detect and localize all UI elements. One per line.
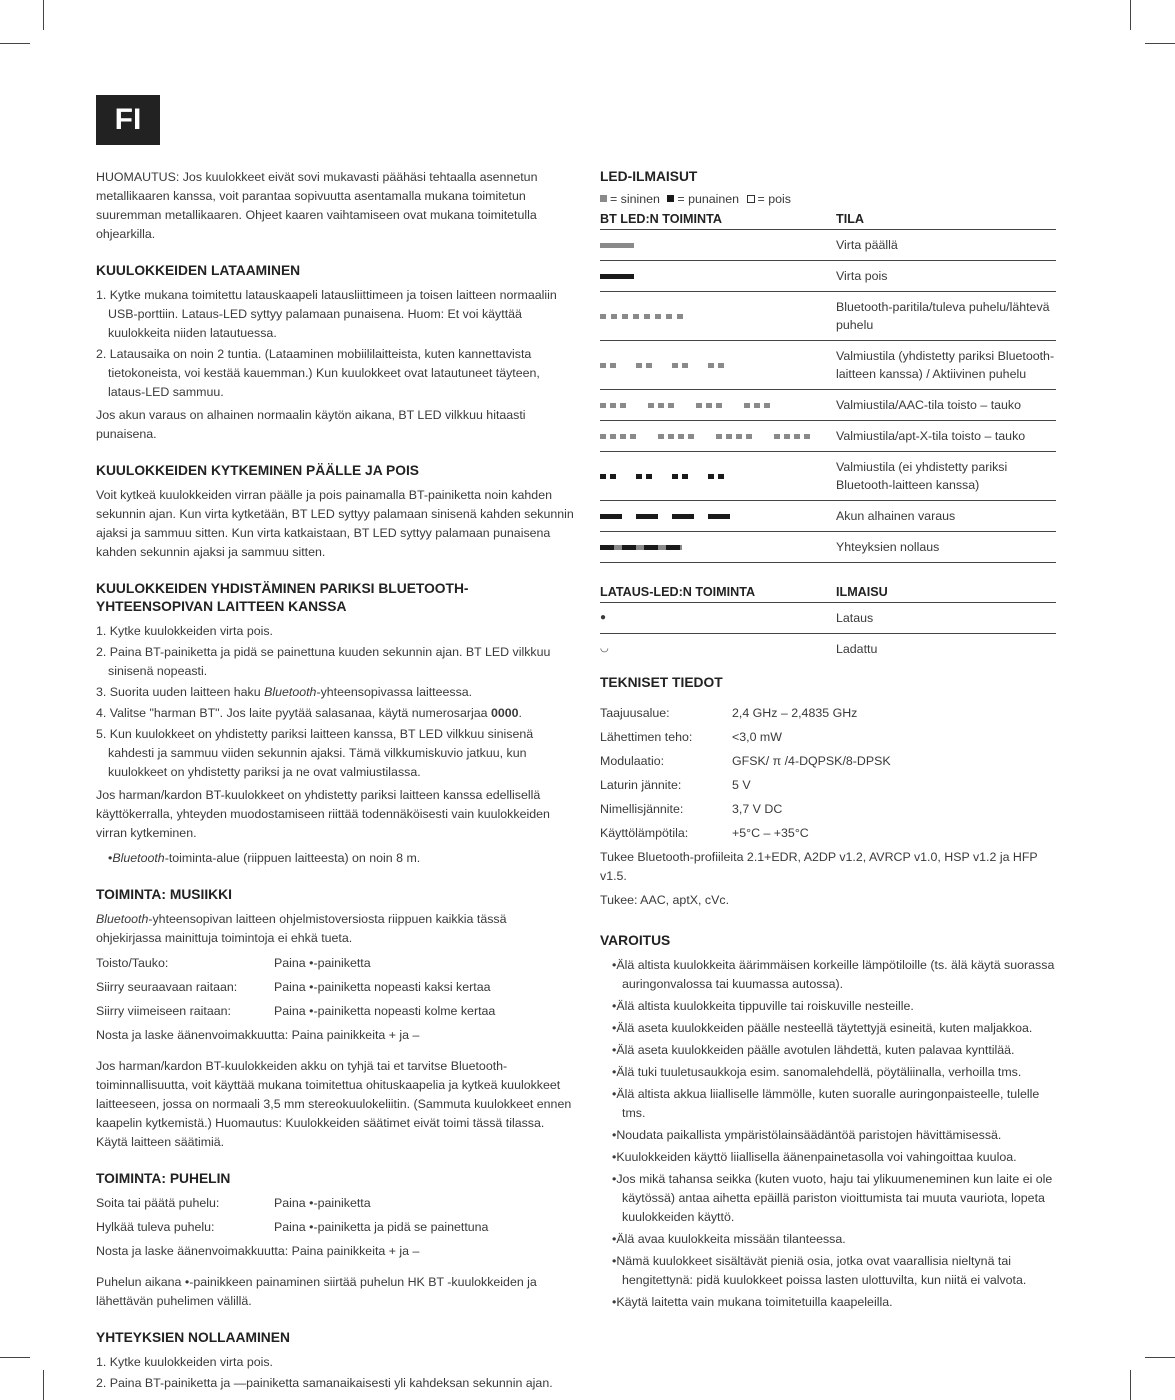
crop-mark [1145, 43, 1175, 44]
warning-item: • Jos mikä tahansa seikka (kuten vuoto, haju tai ylikuumeneminen kun laite ei ole käytössä) antaa aihetta epäillä pariston vioittumista tai muuta vauriota, lopeta kuulokkeiden käyttö. [600, 1170, 1056, 1227]
music-heading: TOIMINTA: MUSIIKKI [96, 887, 232, 902]
bt-led-table [600, 208, 1056, 563]
warning-item: • Älä tuki tuuletusaukkoja esim. sanomalehdellä, pöytäliinalla, verhoilla tms. [600, 1063, 1056, 1082]
charging-footer: Jos akun varaus on alhainen normaalin käytön aikana, BT LED vilkkuu hitaasti punaisena. [96, 408, 526, 441]
passcode: 0000 [490, 706, 519, 720]
led-state: Akun alhainen varaus [836, 501, 1056, 532]
table-row [600, 421, 1056, 452]
red-square-icon [667, 195, 674, 202]
row-value: Paina •-painiketta [274, 956, 371, 970]
led-heading: LED-ILMAISUT [600, 169, 698, 184]
led-pattern [600, 452, 836, 501]
table-row [600, 390, 1056, 421]
led-state: Lataus [836, 603, 1056, 634]
phone-row [96, 1194, 574, 1213]
pairing-footer: Jos harman/kardon BT-kuulokkeet on yhdistetty pariksi laitteen kanssa edellisellä käyttökerralla, yhteyden muodostamiseen riittää todennäköisesti vain kuulokkeiden virran kytkeminen. [96, 788, 550, 840]
led-state: Valmiustila (yhdistetty pariksi Bluetooth-laitteen kanssa) / Aktiivinen puhelu [836, 341, 1056, 390]
spec-value: GFSK/ π /4-DQPSK/8-DPSK [732, 754, 891, 768]
led-state: Bluetooth-paritila/tuleva puhelu/lähtevä puhelu [836, 292, 1056, 341]
crop-mark [0, 1357, 30, 1358]
text: -toiminta-alue (riippuen laitteesta) on noin 8 m. [164, 851, 421, 865]
call-transfer-text: Puhelun aikana •-painikkeen painaminen siirtää puhelun HK BT -kuulokkeiden ja lähettävän puhelimen välillä. [96, 1275, 537, 1308]
charging-steps [96, 286, 574, 402]
warning-item: • Älä altista kuulokkeita äärimmäisen korkeille lämpötiloille (ts. älä käytä suorassa auringonvalossa tai kuumassa autossa). [600, 956, 1056, 994]
led-state: Valmiustila/AAC-tila toisto – tauko [836, 390, 1056, 421]
table-row [600, 230, 1056, 261]
column-header: LATAUS-LED:N TOIMINTA [600, 577, 836, 603]
bt-profiles: Tukee Bluetooth-profiileita 2.1+EDR, A2DP v1.2, AVRCP v1.0, HSP v1.2 ja HFP v1.5. [600, 850, 1038, 883]
table-row [600, 501, 1056, 532]
specs-heading: TEKNISET TIEDOT [600, 675, 723, 690]
spec-row [600, 824, 1056, 843]
row-value: Paina •-painiketta nopeasti kolme kertaa [274, 1004, 496, 1018]
text: -yhteensopivan laitteen ohjelmistoversiosta riippuen kaikkia tässä ohjekirjassa mainittuja toimintoja ei ehkä tueta. [96, 912, 507, 945]
spec-label: Käyttölämpötila: [600, 826, 689, 840]
spec-value: +5°C – +35°C [732, 826, 809, 840]
legend-blue: = sininen [610, 192, 660, 206]
row-label: Soita tai päätä puhelu: [96, 1196, 220, 1210]
table-row [600, 603, 1056, 634]
row-value: Paina •-painiketta [274, 1196, 371, 1210]
led-pattern [600, 292, 836, 341]
crop-mark [1145, 1357, 1175, 1358]
row-label: Toisto/Tauko: [96, 956, 169, 970]
column-header: ILMAISU [836, 577, 1056, 603]
charge-led-table [600, 577, 1056, 664]
pairing-steps [96, 622, 574, 782]
text: Bluetooth [112, 851, 165, 865]
spec-value: <3,0 mW [732, 730, 782, 744]
charging-dot-icon: ● [600, 603, 836, 634]
warning-item: • Käytä laitetta vain mukana toimitetuilla kaapeleilla. [600, 1293, 1056, 1312]
power-heading: KUULOKKEIDEN KYTKEMINEN PÄÄLLE JA POIS [96, 463, 419, 478]
warning-item: • Älä avaa kuulokkeita missään tilanteessa. [600, 1230, 1056, 1249]
spec-value: 2,4 GHz – 2,4835 GHz [732, 706, 858, 720]
warning-item: • Älä altista akkua liialliselle lämmölle, kuten suoralle auringonpaisteelle, tulelle tms. [600, 1085, 1056, 1123]
crop-mark [0, 43, 30, 44]
spec-row [600, 752, 1056, 771]
pairing-heading: KUULOKKEIDEN YHDISTÄMINEN PARIKSI BLUETOOTH-YHTEENSOPIVAN LAITTEEN KANSSA [96, 581, 469, 614]
row-label: Hylkää tuleva puhelu: [96, 1220, 215, 1234]
text: 3. Suorita uuden laitteen haku [96, 685, 265, 699]
music-row [96, 954, 574, 973]
led-state: Valmiustila (ei yhdistetty pariksi Bluetooth-laitteen kanssa) [836, 452, 1056, 501]
led-pattern [600, 341, 836, 390]
warning-item: • Älä aseta kuulokkeiden päälle nesteellä täytettyjä esineitä, kuten maljakkoa. [600, 1019, 1056, 1038]
table-row [600, 292, 1056, 341]
table-row [600, 532, 1056, 563]
warning-item: • Kuulokkeiden käyttö liiallisella äänenpainetasolla voi vahingoittaa kuuloa. [600, 1148, 1056, 1167]
led-state: Virta pois [836, 261, 1056, 292]
right-column [600, 168, 1056, 1315]
spec-label: Nimellisjännite: [600, 802, 684, 816]
charging-heading: KUULOKKEIDEN LATAAMINEN [96, 263, 301, 278]
led-pattern [600, 532, 836, 563]
crop-mark [43, 0, 44, 30]
led-pattern [600, 230, 836, 261]
table-row [600, 634, 1056, 665]
music-intro [96, 910, 574, 948]
column-header: TILA [836, 208, 1056, 230]
music-row [96, 978, 574, 997]
list-item [96, 683, 574, 702]
led-state: Virta päällä [836, 230, 1056, 261]
warning-item: • Nämä kuulokkeet sisältävät pieniä osia, jotka ovat vaarallisia nieltynä tai hengitettynä: pidä kuulokkeet poissa lasten ulottuvilta, kun niitä ei valvota. [600, 1252, 1056, 1290]
spec-row [600, 776, 1056, 795]
phone-row [96, 1218, 574, 1237]
blue-square-icon [600, 195, 607, 202]
text: -yhteensopivassa laitteessa. [316, 685, 473, 699]
list-item: 5. Kun kuulokkeet on yhdistetty pariksi laitteen kanssa, BT LED vilkkuu sinisenä kahdesti ja sammuu viiden sekunnin ajaksi. Tämä vilkkumiskuvio jatkuu, kun kuulokkeet on yhdistetty pariksi ja ne ovat valmiustilassa. [96, 727, 534, 779]
led-pattern [600, 501, 836, 532]
led-pattern [600, 390, 836, 421]
list-item: 2. Latausaika on noin 2 tuntia. (Lataaminen mobiililaitteista, kuten kannettavista tietokoneista, voi kestää kauemman.) Kun kuulokkeet ovat latautuneet täyteen, lataus-LED sammuu. [96, 347, 540, 399]
list-item: 1. Kytke kuulokkeiden virta pois. [96, 1355, 274, 1369]
led-state: Valmiustila/apt-X-tila toisto – tauko [836, 421, 1056, 452]
list-item [96, 704, 574, 723]
column-header: BT LED:N TOIMINTA [600, 208, 836, 230]
spec-label: Lähettimen teho: [600, 730, 693, 744]
cable-text: Jos harman/kardon BT-kuulokkeiden akku on tyhjä tai et tarvitse Bluetooth-toiminnallisuutta, voit käyttää mukana toimitettua ohituskaapelia ja kytkeä kuulokkeet laitteeseen, jossa on normaali 3,5 mm stereokuulokeliitin. (Sammuta kuulokkeet ennen kaapelin kytkemistä.) Huomautus: Kuulokkeiden säätimet eivät toimi tässä tilassa. Käytä laitteen säätimiä. [96, 1059, 572, 1149]
legend-off: = pois [757, 192, 791, 206]
off-square-icon [747, 195, 755, 203]
table-row [600, 261, 1056, 292]
spec-value: 3,7 V DC [732, 802, 783, 816]
music-volume: Nosta ja laske äänenvoimakkuutta: Paina painikkeita + ja – [96, 1028, 420, 1042]
headband-note: HUOMAUTUS: Jos kuulokkeet eivät sovi mukavasti päähäsi tehtaalla asennetun metallikaaren kanssa, voit parantaa sopivuutta asentamalla mukana toimitetun suuremman metallikaaren. Ohjeet kaaren vaihtamiseen ovat mukana toimitetulla ohjearkilla. [96, 170, 538, 241]
language-badge: FI [96, 95, 160, 145]
spec-value: 5 V [732, 778, 751, 792]
crop-mark [1130, 0, 1131, 30]
text: Bluetooth [96, 912, 149, 926]
reset-heading: YHTEYKSIEN NOLLAAMINEN [96, 1330, 290, 1345]
spec-row [600, 704, 1056, 723]
text: . [518, 706, 522, 720]
legend-red: = punainen [677, 192, 740, 206]
table-row [600, 341, 1056, 390]
charged-ring-icon: ◡ [600, 643, 609, 654]
spec-label: Modulaatio: [600, 754, 665, 768]
list-item: 2. Paina BT-painiketta ja —painiketta samanaikaisesti yli kahdeksan sekunnin ajan. [96, 1376, 553, 1390]
codecs: Tukee: AAC, aptX, cVc. [600, 893, 730, 907]
led-pattern [600, 421, 836, 452]
text: Bluetooth [264, 685, 317, 699]
spec-label: Taajuusalue: [600, 706, 670, 720]
music-row [96, 1002, 574, 1021]
phone-heading: TOIMINTA: PUHELIN [96, 1171, 231, 1186]
text: 4. Valitse "harman BT". Jos laite pyytää salasanaa, käytä numerosarjaa [96, 706, 491, 720]
warning-heading: VAROITUS [600, 933, 671, 948]
crop-mark [43, 1370, 44, 1400]
spec-row [600, 728, 1056, 747]
row-value: Paina •-painiketta nopeasti kaksi kertaa [274, 980, 491, 994]
led-state: Yhteyksien nollaus [836, 532, 1056, 563]
table-row [600, 452, 1056, 501]
list-item: 1. Kytke mukana toimitettu latauskaapeli latausliittimeen ja toisen laitteen normaaliin USB-porttiin. Lataus-LED syttyy palamaan punaisena. Huom: Et voi käyttää kuulokkeita niiden latautuessa. [96, 288, 557, 340]
led-state: Ladattu [836, 642, 878, 656]
warning-item: • Noudata paikallista ympäristölainsäädäntöä paristojen hävittämisessä. [600, 1126, 1056, 1145]
row-label: Siirry seuraavaan raitaan: [96, 980, 238, 994]
power-text: Voit kytkeä kuulokkeiden virran päälle ja pois painamalla BT-painiketta noin kahden sekunnin ajan. Kun virta kytketään, BT LED syttyy palamaan sinisenä kahden sekunnin ajaksi ja sammuu sitten. Kun virta katkaistaan, BT LED syttyy palamaan punaisena kahden sekunnin ajaksi ja sammuu sitten. [96, 488, 574, 559]
crop-mark [1130, 1370, 1131, 1400]
list-item: 1. Kytke kuulokkeiden virta pois. [96, 624, 274, 638]
row-label: Siirry viimeiseen raitaan: [96, 1004, 231, 1018]
warning-item: • Älä altista kuulokkeita tippuville tai roiskuville nesteille. [600, 997, 1056, 1016]
led-legend [600, 190, 1056, 208]
phone-volume: Nosta ja laske äänenvoimakkuutta: Paina painikkeita + ja – [96, 1244, 420, 1258]
spec-label: Laturin jännite: [600, 778, 682, 792]
bullet-item [96, 849, 574, 868]
list-item: 2. Paina BT-painiketta ja pidä se painettuna kuuden sekunnin ajan. BT LED vilkkuu sinisenä nopeasti. [96, 645, 551, 678]
led-pattern [600, 261, 836, 292]
reset-steps [96, 1353, 574, 1393]
row-value: Paina •-painiketta ja pidä se painettuna [274, 1220, 489, 1234]
spec-row [600, 800, 1056, 819]
left-column [96, 168, 574, 1397]
warning-item: • Älä aseta kuulokkeiden päälle avotulen lähdettä, kuten palavaa kynttilää. [600, 1041, 1056, 1060]
